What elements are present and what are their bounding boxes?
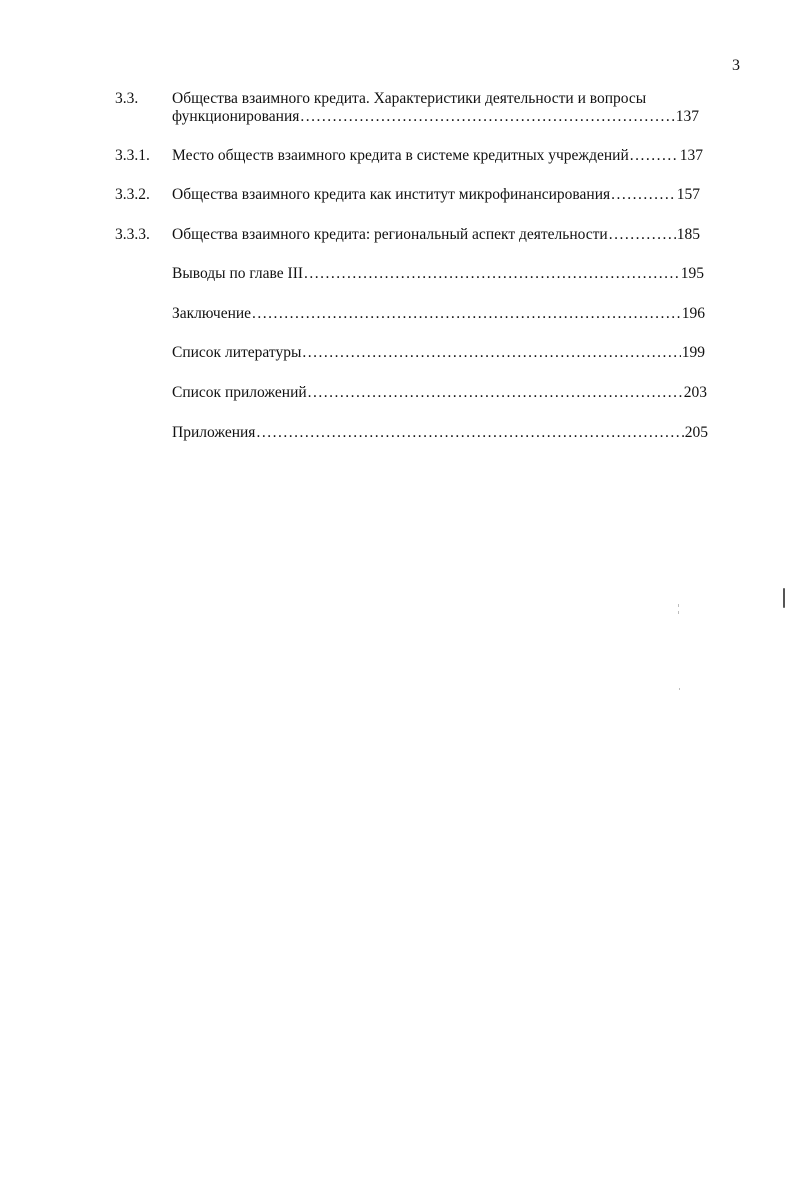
dot-leader [302,343,680,363]
toc-entry-page: 157 [676,186,700,203]
dot-leader [308,383,683,403]
toc-entry-title: Список приложений [172,384,307,401]
dot-leader [630,146,679,166]
dot-leader [304,264,680,284]
page-number: 3 [732,57,740,74]
toc-entry-title: Общества взаимного кредита как институт микрофинансирования [172,186,611,203]
toc-entry-title: Общества взаимного кредита: региональный аспект деятельности [172,226,608,243]
toc-entry-line [172,383,707,403]
toc-entry-line [172,146,703,166]
toc-entry-title-continued: функционирования [172,108,300,125]
toc-entry-title: Общества взаимного кредита. Характеристики деятельности и вопросы [172,90,647,107]
scan-mark [783,588,785,608]
toc-entry-number: 3.3.3. [115,226,150,243]
toc-entry-page: 199 [681,344,705,361]
toc-entry-page: 185 [676,226,700,243]
toc-entry-line [172,304,705,324]
toc-entry-number: 3.3.1. [115,147,150,164]
toc-entry-title: Место обществ взаимного кредита в системе кредитных учреждений [172,147,629,164]
toc-entry-number: 3.3.2. [115,186,150,203]
dot-leader [300,107,674,127]
toc-entry-page: 196 [681,305,705,322]
scan-dot [679,688,680,690]
toc-entry-page: 205 [684,424,708,441]
toc-entry-page: 195 [680,265,704,282]
toc-entry-title: Приложения [172,424,256,441]
toc-entry-line [172,185,700,205]
toc-entry-number: 3.3. [115,90,139,107]
scan-dot [678,604,679,607]
dot-leader [256,423,683,443]
toc-entry-line [172,225,700,245]
scan-dot [678,611,679,614]
toc-entry-page: 137 [675,108,699,125]
toc-entry-title: Список литературы [172,344,302,361]
toc-entry-line [172,107,699,127]
dot-leader [611,185,676,205]
toc-entry-page: 137 [679,147,703,164]
toc-entry-page: 203 [683,384,707,401]
dot-leader [609,225,676,245]
dot-leader [252,304,681,324]
toc-entry-line [172,343,705,363]
toc-entry-line [172,423,708,443]
toc-entry-title: Выводы по главе III [172,265,304,282]
toc-entry-title: Заключение [172,305,252,322]
toc-entry-line [172,264,704,284]
